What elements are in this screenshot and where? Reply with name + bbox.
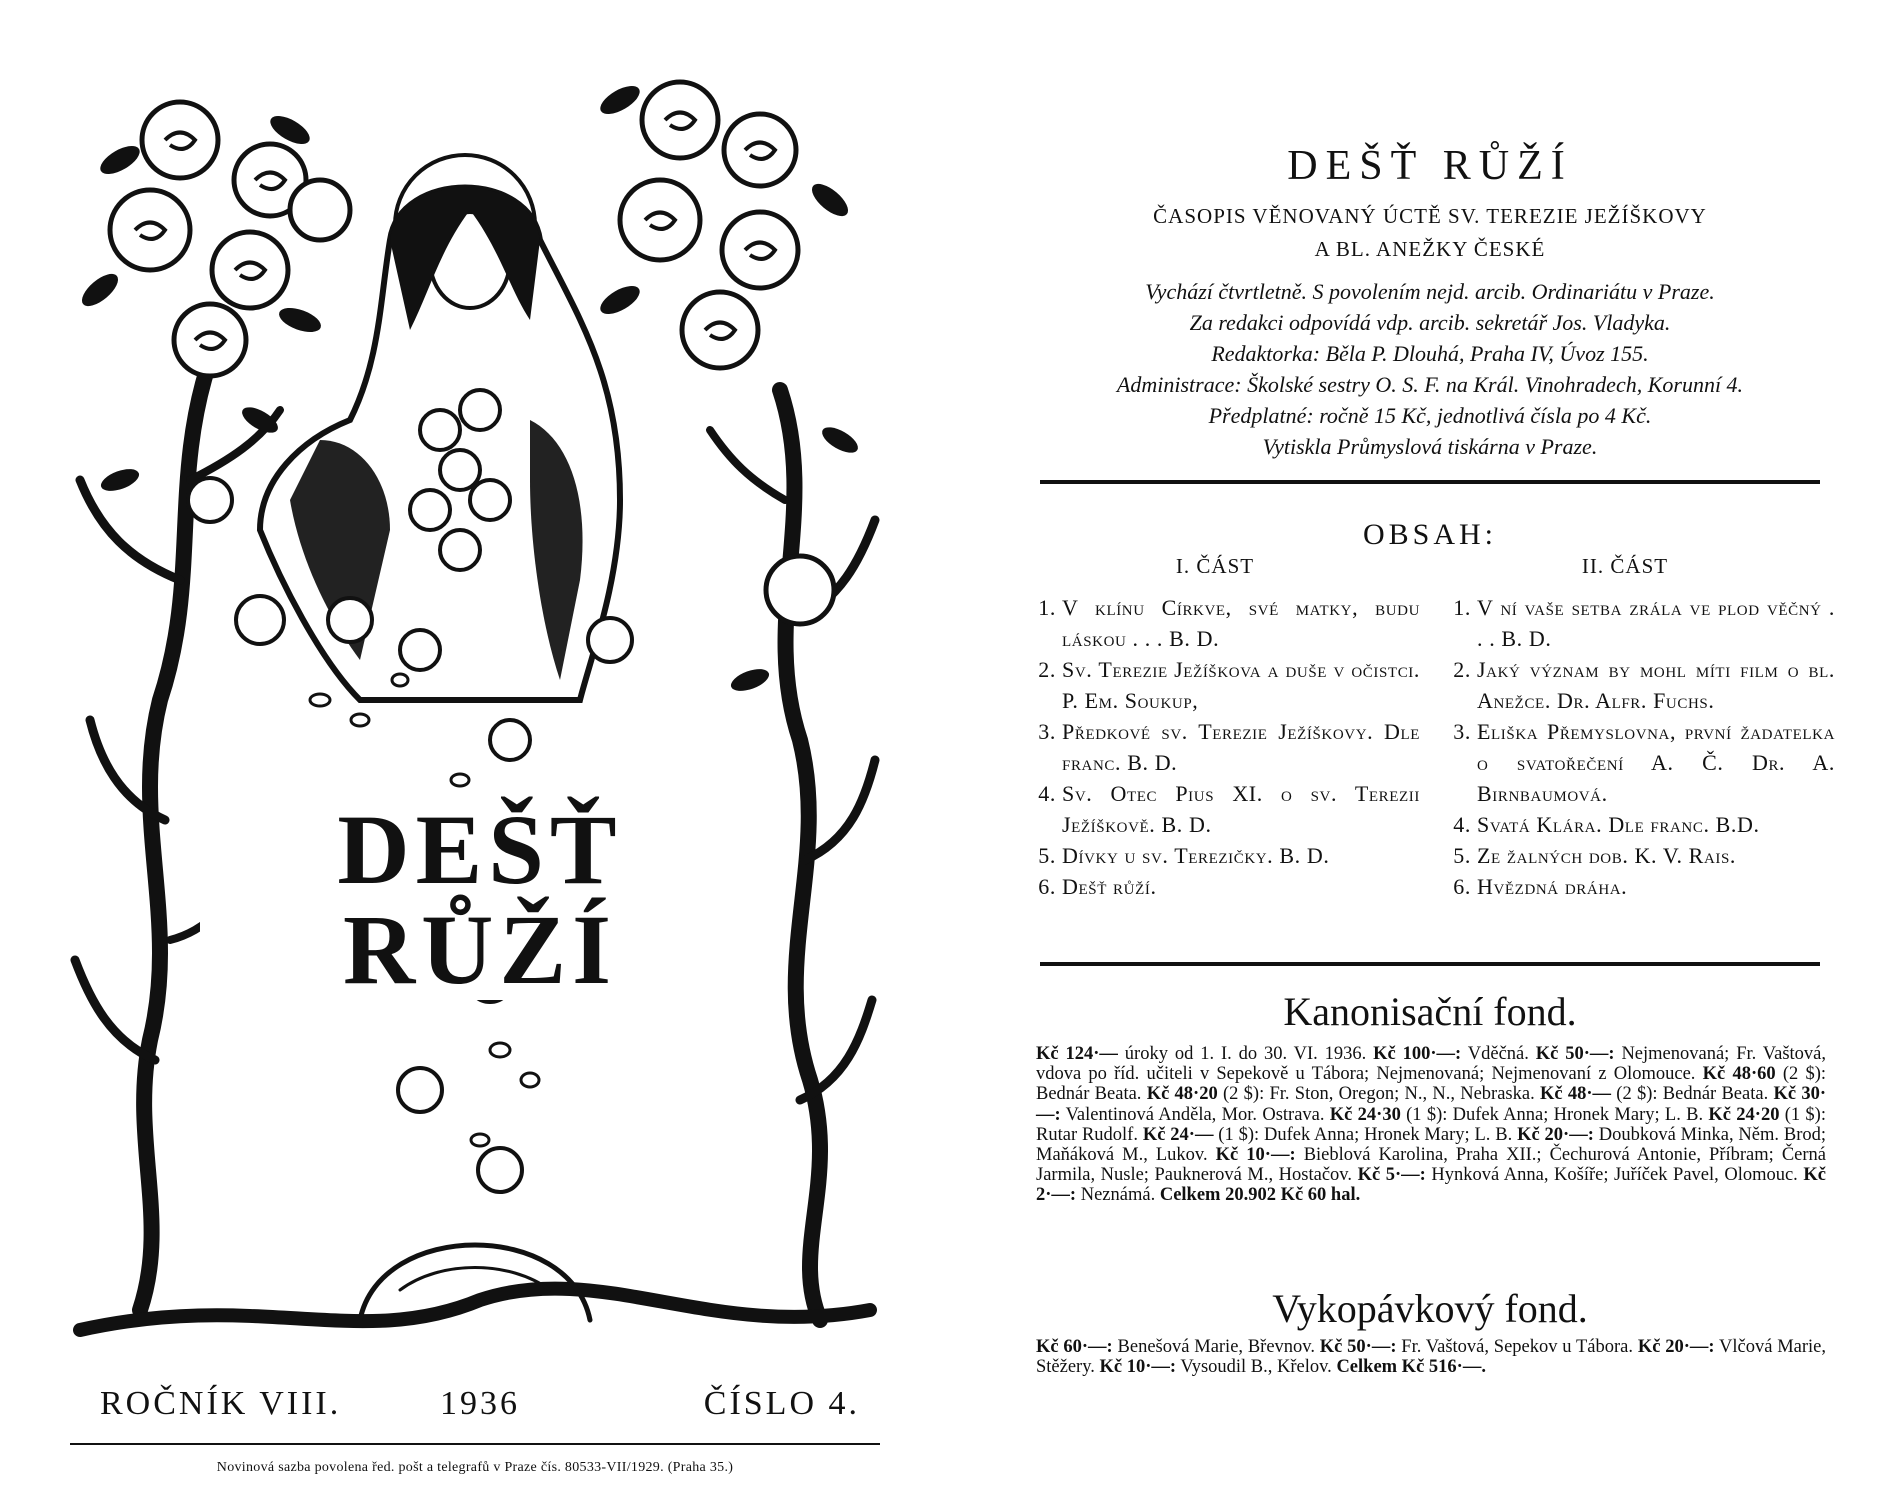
toc-number: 6. [1038,874,1056,899]
donor-text: (1 $): Dufek Anna; Hronek Mary; L. B. [1400,1104,1709,1125]
amount-text: Kč 50·—: [1535,1044,1615,1064]
part-2-heading: II. ČÁST [1581,554,1669,578]
imprint-line: Redaktorka: Běla P. Dlouhá, Praha IV, Úvoz 155. [1211,341,1649,366]
amount-text: Kč 24·— [1142,1124,1214,1145]
toc-number: 1. [1038,595,1056,620]
donor-text: (2 $): Bednár Beata. [1036,1064,1826,1105]
part-1-heading: I. ČÁST [1175,554,1255,578]
toc-number: 6. [1453,874,1471,899]
toc-text: Hvězdná dráha. [1477,874,1628,899]
amount-text: Kč 48·60 [1702,1064,1776,1085]
donor-text: Neznámá. [1076,1185,1160,1206]
toc-text: Sv. Otec Pius XI. o sv. Terezii Ježíškově. B. D. [1062,781,1420,837]
toc-text: Eliška Přemyslovna, první žadatelka o svatořečení A. Č. Dr. A. Birnbaumová. [1477,719,1835,806]
amount-text: Celkem Kč 516·—. [1336,1357,1486,1378]
toc-number: 2. [1038,657,1056,682]
cover-divider [70,1443,880,1445]
amount-text: Kč 20·—: [1517,1124,1594,1145]
amount-text: Kč 5·—: [1357,1165,1426,1186]
toc-item [1030,716,1420,778]
section-divider [1040,962,1820,966]
amount-text: Celkem 20.902 Kč 60 hal. [1159,1185,1361,1206]
amount-text: Kč 60·—: [1036,1337,1113,1357]
inner-page [1020,0,1840,1500]
donor-text: (1 $): Rutar Rudolf. [1036,1104,1826,1145]
cover-illustration [60,60,890,1340]
kanonisacni-fund-body [1036,1044,1826,1206]
toc-text: Dívky u sv. Terezičky. B. D. [1062,843,1330,868]
toc-text: Dešť růží. [1062,874,1157,899]
toc-item [1445,871,1835,902]
imprint-line: Předplatné: ročně 15 Kč, jednotlivá čísla po 4 Kč. [1208,403,1652,428]
donor-text: (2 $): Fr. Ston, Oregon; N., N., Nebraska. [1217,1084,1540,1105]
amount-text: Kč 50·—: [1319,1337,1397,1357]
donor-text: Vysoudil B., Křelov. [1176,1357,1337,1378]
donor-text: Vlčová Marie, Stěžery. [1036,1337,1827,1378]
imprint-line: Vytiskla Průmyslová tiskárna v Praze. [1262,434,1598,459]
cover-title: DEŠŤ RŮŽÍ [200,800,760,1000]
toc-number: 3. [1038,719,1056,744]
masthead-subtitle-2: A BL. ANEŽKY ČESKÉ [1314,237,1546,261]
donor-text: Benešová Marie, Břevnov. [1112,1337,1320,1357]
toc-text: V ní vaše setba zrála ve plod věčný . . . B. D. [1477,595,1835,651]
toc-number: 1. [1453,595,1471,620]
toc-number: 4. [1453,812,1471,837]
donor-text: Doubková Minka, Něm. Brod; Maňáková M., Lukov. [1036,1124,1826,1166]
amount-text: Kč 10·—: [1099,1357,1177,1378]
toc-text: Sv. Terezie Ježíškova a duše v očistci. P. Em. Soukup, [1062,657,1420,713]
amount-text: Kč 24·20 [1708,1104,1780,1125]
vykopavkovy-fund-title: Vykopávkový fond. [1272,1286,1588,1331]
donor-text: (1 $): Dufek Anna; Hronek Mary; L. B. [1213,1124,1518,1145]
imprint-line: Za redakci odpovídá vdp. arcib. sekretář Jos. Vladyka. [1189,310,1671,335]
toc-item [1445,840,1835,871]
toc-text: Ze žalných dob. K. V. Rais. [1477,843,1737,868]
toc-item [1445,809,1835,840]
donor-text: Nejmenovaná; Fr. Vaštová, vdova po říd. učiteli v Sepekově u Tábora; Nejmenovaná; Nejmenovaní z Olomouce. [1036,1044,1826,1085]
amount-text: Kč 20·—: [1637,1337,1715,1357]
masthead-subtitle-1: ČASOPIS VĚNOVANÝ ÚCTĚ SV. TEREZIE JEŽÍŠKOVY [1153,204,1707,228]
toc-item [1030,871,1420,902]
postal-note: Novinová sazba povolena řed. pošt a telegrafů v Praze čís. 80533-VII/1929. (Praha 35.) [216,1460,734,1475]
toc-number: 5. [1453,843,1471,868]
contents-title: OBSAH: [1362,518,1498,551]
issue-label: ČÍSLO 4. [703,1385,860,1422]
toc-item [1030,840,1420,871]
toc-item [1445,592,1835,654]
toc-number: 3. [1453,719,1471,744]
contents-part-1 [1030,592,1420,902]
donor-text: úroky od 1. I. do 30. VI. 1936. [1117,1044,1374,1064]
toc-text: Předkové sv. Terezie Ježíškovy. Dle franc. B. D. [1062,719,1420,775]
toc-number: 5. [1038,843,1056,868]
amount-text: Kč 48·— [1539,1084,1612,1105]
amount-text: Kč 30·—: [1036,1084,1827,1125]
donor-text: Fr. Vaštová, Sepekov u Tábora. [1396,1337,1638,1357]
toc-number: 2. [1453,657,1471,682]
imprint-line: Vychází čtvrtletně. S povolením nejd. arcib. Ordinariátu v Praze. [1145,279,1715,304]
toc-text: V klínu Církve, své matky, budu láskou . . . B. D. [1062,595,1420,651]
amount-text: Kč 10·—: [1215,1145,1296,1166]
kanonisacni-fund-title: Kanonisační fond. [1283,989,1577,1034]
toc-item [1030,592,1420,654]
toc-text: Jaký význam by mohl míti film o bl. Anežce. Dr. Alfr. Fuchs. [1477,657,1835,713]
imprint-line: Administrace: Školské sestry O. S. F. na Král. Vinohradech, Korunní 4. [1116,372,1744,397]
amount-text: Kč 100·—: [1373,1044,1462,1064]
toc-item [1030,778,1420,840]
contents-part-2 [1445,592,1835,902]
year-label: 1936 [440,1385,520,1422]
donor-text: Valentinová Anděla, Mor. Ostrava. [1060,1104,1330,1125]
volume-label: ROČNÍK VIII. [100,1385,342,1422]
imprint-block [1020,276,1840,462]
amount-text: Kč 24·30 [1329,1104,1401,1125]
toc-item [1445,716,1835,809]
donor-text: Vděčná. [1461,1044,1536,1064]
cover-footer [100,1385,860,1425]
toc-number: 4. [1038,781,1056,806]
cover-page [0,0,930,1500]
vykopavkovy-fund-body [1036,1337,1826,1377]
amount-text: Kč 48·20 [1146,1084,1218,1105]
toc-item [1445,654,1835,716]
amount-text: Kč 124·— [1036,1044,1118,1064]
section-divider [1040,480,1820,484]
donor-text: Hynková Anna, Košíře; Juříček Pavel, Olomouc. [1425,1165,1804,1186]
donor-text: Bieblová Karolina, Praha XII.; Čechurová Antonie, Příbram; Černá Jarmila, Nusle; Pauknerová M., Hostačov. [1036,1145,1826,1186]
masthead-title: DEŠŤ RŮŽÍ [1287,143,1573,189]
amount-text: Kč 2·—: [1036,1165,1826,1206]
toc-item [1030,654,1420,716]
donor-text: (2 $): Bednár Beata. [1611,1084,1774,1105]
toc-text: Svatá Klára. Dle franc. B.D. [1477,812,1760,837]
